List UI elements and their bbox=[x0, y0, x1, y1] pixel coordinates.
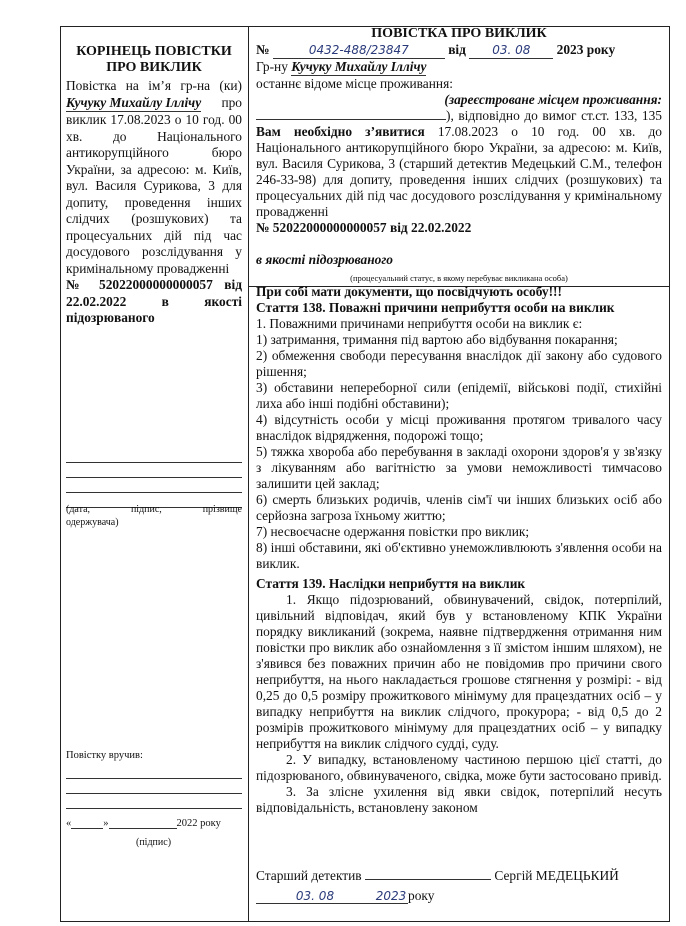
list-item: 6) смерть близьких родичів, членів сім'ї чи інших близьких осіб або серйозна загроза їхньому життю; bbox=[256, 492, 662, 523]
notice-number: 0432-488/23847 bbox=[273, 42, 445, 59]
stub-case: № 52022000000000057 від 22.02.2022 в якості підозрюваного bbox=[66, 277, 242, 325]
served-date bbox=[66, 818, 242, 829]
list-item: 2) обмеження свободи пересування внаслідок дії закону або судового рішення; bbox=[256, 348, 662, 379]
date-open-quote: « bbox=[66, 818, 72, 829]
from-label: від bbox=[448, 42, 466, 57]
sign-year: 2023 bbox=[375, 889, 407, 903]
appearance-text bbox=[256, 108, 662, 220]
residence-row bbox=[256, 76, 662, 92]
signer-row bbox=[256, 868, 662, 884]
notice-title: ПОВІСТКА ПРО ВИКЛИК bbox=[371, 26, 547, 41]
column-divider bbox=[248, 26, 249, 922]
sign-year-suffix: року bbox=[408, 888, 435, 903]
caption-surname: прізвище bbox=[202, 504, 242, 515]
stub-text bbox=[66, 78, 242, 277]
served-year: 2022 року bbox=[176, 818, 221, 829]
recipient-signature-lines bbox=[66, 448, 242, 508]
list-item: 3) обставини непереборної сили (епідемії, військові події, стихійні лиха або інші подібні обставини); bbox=[256, 380, 662, 411]
signer-name: Сергій МЕДЕЦЬКИЙ bbox=[494, 868, 619, 883]
law-reference: ), відповідно до вимог ст.ст. 133, 135 bbox=[446, 108, 662, 123]
addressee-row bbox=[256, 59, 662, 76]
bring-documents: При собі мати документи, що посвідчують особу!!! bbox=[256, 284, 562, 299]
addressee-name: Кучуку Михайлу Іллічу bbox=[291, 59, 427, 74]
art138-title: Стаття 138. Поважні причини неприбуття особи на виклик bbox=[256, 300, 615, 315]
signer-title: Старший детектив bbox=[256, 868, 362, 883]
served-label: Повістку вручив: bbox=[66, 750, 143, 761]
caption-date: (дата, bbox=[66, 504, 91, 515]
stub-name: Кучуку Михайлу Іллічу bbox=[66, 95, 201, 113]
registered-row bbox=[256, 92, 662, 108]
procedural-status: в якості підозрюваного bbox=[256, 252, 394, 267]
stub-body: про виклик 17.08.2023 о 10 год. 00 хв. до Національного антикорупційного бюро України, за адресою: м. Київ, вул. Василя Сурикова, 3 для допиту, проведення інших слідчих (розшукових) та процесуальних дій під час досудового розслідування у кримінальному провадженні bbox=[66, 94, 242, 276]
list-item: 8) інші обставини, які об'єктивно унеможливлюють з'явлення особи на виклик. bbox=[256, 540, 662, 571]
art139-part2: 2. У випадку, встановленому частиною першою цієї статті, до підозрюваного, обвинуваченого, свідка, може бути застосовано привід. bbox=[256, 752, 662, 783]
list-item: 7) несвоєчасне одержання повістки про виклик; bbox=[256, 524, 530, 539]
recipient-signature-caption bbox=[66, 503, 242, 529]
stub-intro: Повістка на ім’я гр-на (ки) bbox=[66, 78, 242, 93]
served-lines bbox=[66, 764, 242, 809]
art139-part1: 1. Якщо підозрюваний, обвинувачений, свідок, потерпілий, цивільний відповідач, який був у встановленому КПК України порядку викликаний (зокрема, наявне підтвердження отримання ним повістки про виклик або ознайомлення з її змістом іншим шляхом), не з'явився без поважних причин або не повідомив про причини свого неприбуття, на нього накладається грошове стягнення у розмірі: - від 0,25 до 0,5 розміру прожиткового мінімуму для працездатних осіб – у випадку неприбуття на виклик слідчого, прокурора; - від 0,5 до 2 розмірів прожиткового мінімуму для працездатних осіб – у випадку неприбуття на виклик слідчого судді, суду. bbox=[256, 592, 662, 751]
caption-recipient: одержувача) bbox=[66, 517, 119, 528]
signature-date bbox=[256, 888, 434, 904]
served-signature-caption: (підпис) bbox=[136, 837, 172, 848]
notice-column bbox=[256, 26, 662, 816]
notice-number-row bbox=[256, 42, 662, 59]
number-prefix: № bbox=[256, 42, 270, 57]
list-item: 1) затримання, тримання під вартою або відбування покарання; bbox=[256, 332, 618, 347]
caption-signature: підпис, bbox=[130, 504, 162, 515]
appearance-body: 17.08.2023 о 10 год. 00 хв. до Національного антикорупційного бюро України, за адресою: м. Київ, вул. Василя Сурикова, 3 (старший детектив Медецький С.М., телефон 246-33-98) для допиту, проведення інших слідчих (розшукових) та процесуальних дій під час досудового розслідування у кримінальному провадженні bbox=[256, 124, 662, 219]
date-close-quote: » bbox=[103, 818, 109, 829]
art139-title: Стаття 139. Наслідки неприбуття на виклик bbox=[256, 576, 526, 591]
status-row bbox=[256, 252, 662, 268]
list-item: 5) тяжка хвороба або перебування в закладі охорони здоров'я у зв'язку з лікуванням або вагітністю за умови неможливості тимчасово залишити цей заклад; bbox=[256, 444, 662, 491]
registered-label: (зареєстроване місцем проживання: bbox=[444, 92, 662, 107]
notice-year: 2023 року bbox=[556, 42, 616, 57]
list-item: 1. Поважними причинами неприбуття особи на виклик є: bbox=[256, 316, 583, 331]
notice-date: 03. 08 bbox=[469, 42, 553, 59]
art138-list bbox=[256, 316, 662, 572]
stub-title: КОРІНЕЦЬ ПОВІСТКИ ПРО ВИКЛИК bbox=[76, 44, 232, 75]
addressee-prefix: Гр-ну bbox=[256, 59, 288, 74]
list-item: 4) відсутність особи у місці проживання протягом тривалого часу внаслідок відрядження, подорожі тощо; bbox=[256, 412, 662, 443]
art139-part3: 3. За злісне ухилення від явки свідок, потерпілий несуть відповідальність, встановлену законом bbox=[256, 784, 662, 815]
must-appear: Вам необхідно з’явитися bbox=[256, 124, 425, 139]
residence-label: останнє відоме місце проживання: bbox=[256, 76, 453, 91]
stub-column bbox=[66, 44, 242, 327]
sign-date: 03. 08 bbox=[256, 889, 374, 904]
status-note: (процесуальний статус, в якому перебуває викликана особа) bbox=[350, 273, 568, 283]
notice-case: № 52022000000000057 від 22.02.2022 bbox=[256, 220, 472, 235]
